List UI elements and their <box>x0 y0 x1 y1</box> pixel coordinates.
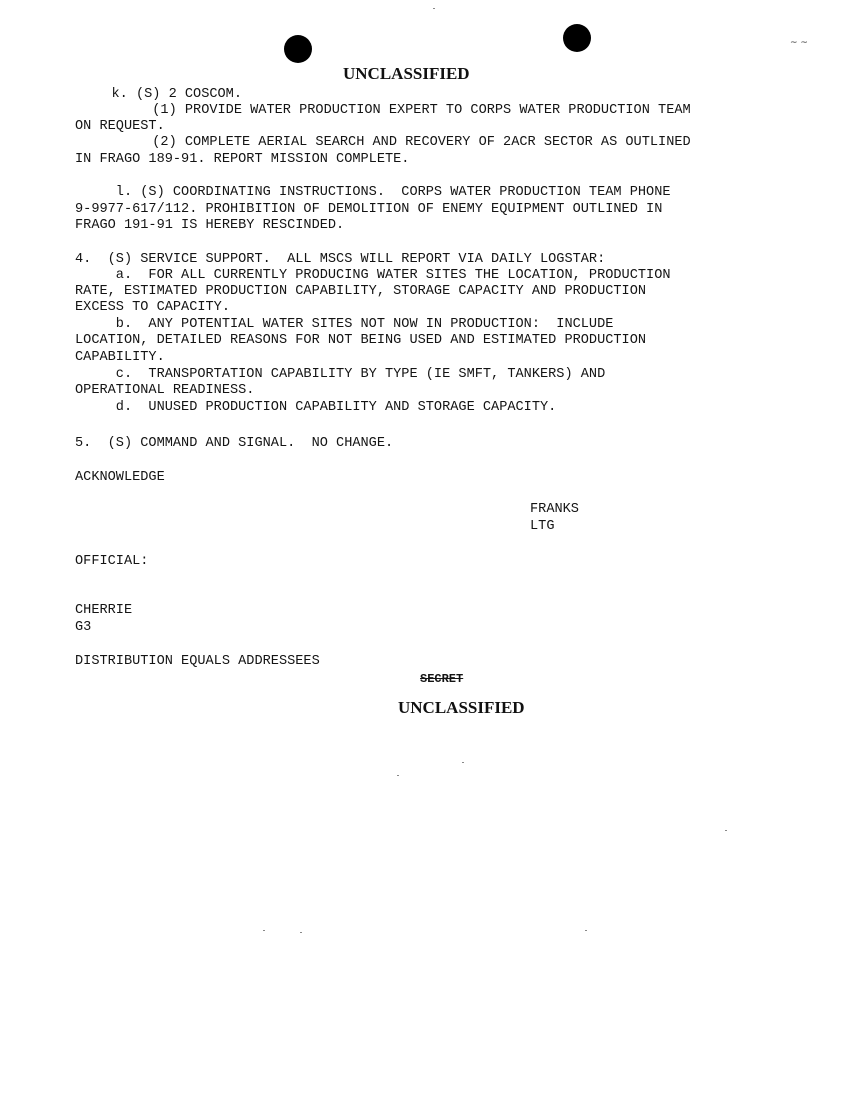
body-line: EXCESS TO CAPACITY. <box>75 300 230 315</box>
scan-speck <box>725 830 727 831</box>
body-line: d. UNUSED PRODUCTION CAPABILITY AND STORAGE CAPACITY. <box>75 400 557 415</box>
body-line: c. TRANSPORTATION CAPABILITY BY TYPE (IE SMFT, TANKERS) AND <box>75 367 606 382</box>
body-line: ON REQUEST. <box>75 119 165 134</box>
body-line: k. (S) 2 COSCOM. <box>87 87 242 102</box>
official-label: OFFICIAL: <box>75 554 149 569</box>
body-line: FRAGO 191-91 IS HEREBY RESCINDED. <box>75 218 345 233</box>
scan-speck <box>263 930 265 931</box>
body-line: OPERATIONAL READINESS. <box>75 383 255 398</box>
classification-bottom: UNCLASSIFIED <box>398 698 525 717</box>
distribution-line: DISTRIBUTION EQUALS ADDRESSEES <box>75 654 320 669</box>
signature-rank: LTG <box>530 519 555 534</box>
body-line: 4. (S) SERVICE SUPPORT. ALL MSCS WILL REPORT VIA DAILY LOGSTAR: <box>75 252 606 267</box>
scan-speck <box>462 762 464 763</box>
body-line: (2) COMPLETE AERIAL SEARCH AND RECOVERY OF 2ACR SECTOR AS OUTLINED <box>87 135 691 150</box>
body-line: LOCATION, DETAILED REASONS FOR NOT BEING USED AND ESTIMATED PRODUCTION <box>75 333 647 348</box>
body-line: 9-9977-617/112. PROHIBITION OF DEMOLITION OF ENEMY EQUIPMENT OUTLINED IN <box>75 202 663 217</box>
scan-speck <box>397 775 399 776</box>
punch-hole-right <box>563 24 591 52</box>
struck-secret-marking: SECRET <box>420 672 464 686</box>
body-line: a. FOR ALL CURRENTLY PRODUCING WATER SITES THE LOCATION, PRODUCTION <box>75 268 671 283</box>
scan-speck <box>433 8 435 9</box>
corner-scan-mark: ~ ~ <box>790 38 808 48</box>
signature-name: FRANKS <box>530 502 579 517</box>
body-line: b. ANY POTENTIAL WATER SITES NOT NOW IN PRODUCTION: INCLUDE <box>75 317 614 332</box>
punch-hole-left <box>284 35 312 63</box>
official-name: CHERRIE <box>75 603 133 618</box>
body-line: (1) PROVIDE WATER PRODUCTION EXPERT TO CORPS WATER PRODUCTION TEAM <box>87 103 691 118</box>
classification-top: UNCLASSIFIED <box>343 64 470 83</box>
body-line: RATE, ESTIMATED PRODUCTION CAPABILITY, STORAGE CAPACITY AND PRODUCTION <box>75 284 647 299</box>
body-line: IN FRAGO 189-91. REPORT MISSION COMPLETE. <box>75 152 410 167</box>
acknowledge-line: ACKNOWLEDGE <box>75 470 165 485</box>
scan-speck <box>300 932 302 933</box>
body-line: CAPABILITY. <box>75 350 165 365</box>
paragraph-5: 5. (S) COMMAND AND SIGNAL. NO CHANGE. <box>75 436 394 451</box>
body-line: l. (S) COORDINATING INSTRUCTIONS. CORPS WATER PRODUCTION TEAM PHONE <box>75 185 671 200</box>
official-office: G3 <box>75 620 92 635</box>
scan-speck <box>585 930 587 931</box>
